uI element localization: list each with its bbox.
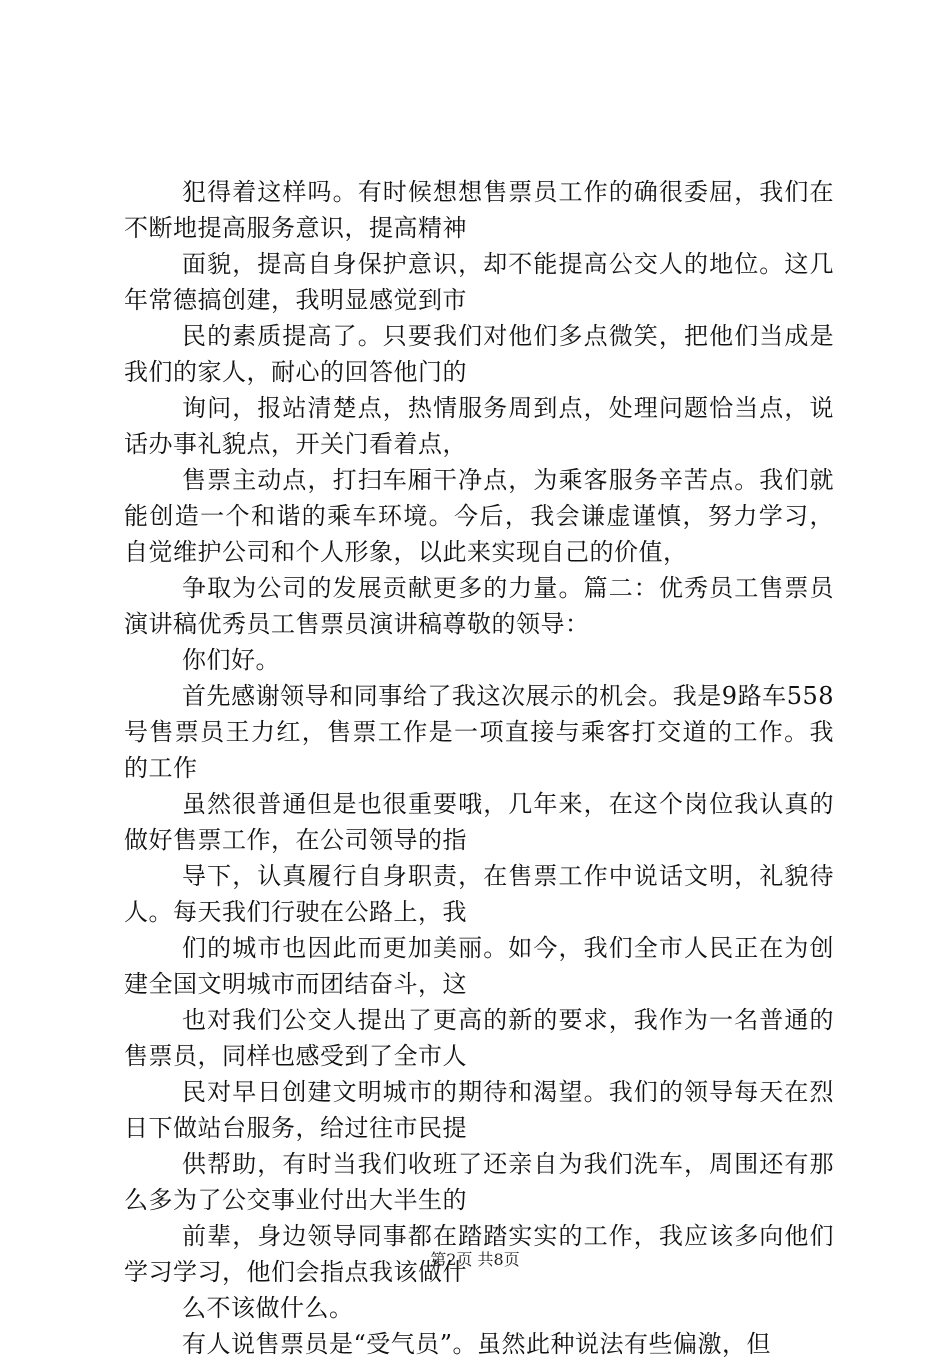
paragraph-9: 虽然很普通但是也很重要哦，几年来，在这个岗位我认真的做好售票工作，在公司领导的指	[124, 790, 834, 854]
paragraph-7: 你们好。	[182, 646, 280, 674]
paragraph-10: 导下，认真履行自身职责，在售票工作中说话文明，礼貌待人。每天我们行驶在公路上，我	[124, 862, 834, 926]
paragraph-15: 前辈，身边领导同事都在踏踏实实的工作，我应该多向他们学习学习，他们会指点我该做什	[124, 1222, 834, 1286]
paragraph-13: 民对早日创建文明城市的期待和渴望。我们的领导每天在烈日下做站台服务，给过往市民提	[124, 1078, 834, 1142]
paragraph-4: 询问，报站清楚点，热情服务周到点，处理问题恰当点，说话办事礼貌点，开关门看着点，	[124, 394, 834, 458]
paragraph-16: 么不该做什么。	[182, 1294, 354, 1322]
body-text	[124, 174, 834, 1362]
paragraph-6: 争取为公司的发展贡献更多的力量。篇二：优秀员工售票员演讲稿优秀员工售票员演讲稿尊敬的领导：	[124, 574, 834, 638]
paragraph-14: 供帮助，有时当我们收班了还亲自为我们洗车，周围还有那么多为了公交事业付出大半生的	[124, 1150, 834, 1214]
paragraph-2: 面貌，提高自身保护意识，却不能提高公交人的地位。这几年常德搞创建，我明显感觉到市	[124, 250, 834, 314]
paragraph-3: 民的素质提高了。只要我们对他们多点微笑，把他们当成是我们的家人，耐心的回答他门的	[124, 322, 834, 386]
paragraph-17: 有人说售票员是“受气员”。虽然此种说法有些偏激，但	[182, 1330, 772, 1358]
paragraph-1: 犯得着这样吗。有时候想想售票员工作的确很委屈，我们在不断地提高服务意识，提高精神	[124, 178, 834, 242]
paragraph-8: 首先感谢领导和同事给了我这次展示的机会。我是9路车558号售票员王力红，售票工作是一项直接与乘客打交道的工作。我的工作	[124, 682, 834, 782]
page-number-footer: 第2页 共8页	[430, 1250, 520, 1269]
paragraph-5: 售票主动点，打扫车厢干净点，为乘客服务辛苦点。我们就能创造一个和谐的乘车环境。今后，我会谦虚谨慎，努力学习，自觉维护公司和个人形象，以此来实现自己的价值，	[124, 466, 834, 566]
paragraph-11: 们的城市也因此而更加美丽。如今，我们全市人民正在为创建全国文明城市而团结奋斗，这	[124, 934, 834, 998]
paragraph-12: 也对我们公交人提出了更高的新的要求，我作为一名普通的售票员，同样也感受到了全市人	[124, 1006, 834, 1070]
